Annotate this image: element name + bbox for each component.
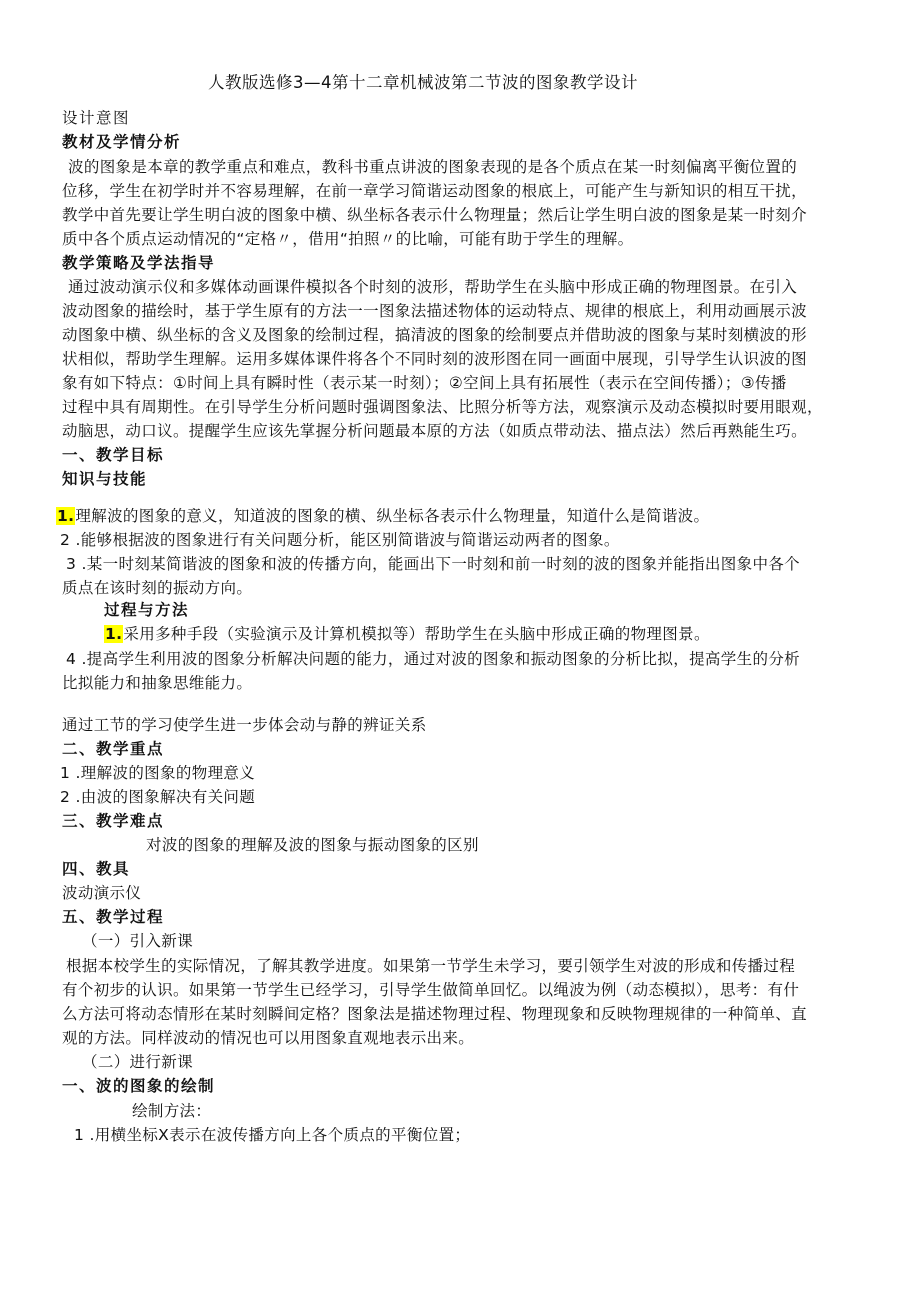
process-method-heading: 过程与方法	[104, 601, 190, 619]
goal-item-2: 2 .能够根据波的图象进行有关问题分析，能区别简谐波与简谐运动两者的图象。	[60, 531, 620, 549]
process-item-1	[104, 623, 710, 645]
strategy-line: 动脑思，动口议。提醒学生应该先掌握分析问题最本原的方法（如质点带动法、描点法）然后再熟能生巧。	[62, 422, 807, 440]
intro-line: 观的方法。同样波动的情况也可以用图象直观地表示出来。	[62, 1029, 475, 1047]
goal-item-3: 3 .某一时刻某简谐波的图象和波的传播方向，能画出下一时刻和前一时刻的波的图象并能指出图象中各个	[66, 555, 801, 573]
analysis-line: 波的图象是本章的教学重点和难点，教科书重点讲波的图象表现的是各个质点在某一时刻偏离平衡位置的	[68, 158, 798, 176]
strategy-line: 象有如下特点：①时间上具有瞬时性（表示某一时刻）；②空间上具有拓展性（表示在空间传播）；③传播	[62, 374, 787, 392]
difficulty-heading: 三、教学难点	[62, 812, 165, 830]
intro-heading: （一）引入新课	[82, 932, 193, 950]
goals-heading: 一、教学目标	[62, 446, 165, 464]
strategy-line: 通过波动演示仪和多媒体动画课件模拟各个时刻的波形，帮助学生在头脑中形成正确的物理图景。在引入	[68, 278, 798, 296]
highlight-number: 1.	[105, 625, 123, 643]
intro-line: 根据本校学生的实际情况，了解其教学进度。如果第一节学生未学习，要引领学生对波的形成和传播过程	[66, 957, 796, 975]
intro-line: 么方法可将动态情形在某时刻瞬间定格？图象法是描述物理过程、物理现象和反映物理规律的一种简单、直	[62, 1005, 807, 1023]
highlight-number: 1.	[57, 507, 75, 525]
key-point-item: 2 .由波的图象解决有关问题	[60, 788, 256, 806]
analysis-line: 教学中首先要让学生明白波的图象中横、纵坐标各表示什么物理量；然后让学生明白波的图象是某一时刻介	[62, 206, 807, 224]
value-line: 通过工节的学习使学生进一步体会动与静的辨证关系	[62, 716, 427, 734]
strategy-line: 动图象中横、纵坐标的含义及图象的绘制过程，搞清波的图象的绘制要点并借助波的图象与某时刻横波的形	[62, 326, 807, 344]
process-heading: 五、教学过程	[62, 908, 165, 926]
process-item-text: 采用多种手段（实验演示及计算机模拟等）帮助学生在头脑中形成正确的物理图景。	[123, 625, 710, 643]
strategy-line: 波动图象的描绘时，基于学生原有的方法一一图象法描述物体的运动特点、规律的根底上，利用动画展示波	[62, 302, 807, 320]
section1-heading: 一、波的图象的绘制	[62, 1077, 216, 1095]
strategy-heading: 教学策略及学法指导	[62, 254, 216, 272]
goal-item-3-cont: 质点在该时刻的振动方向。	[62, 579, 253, 597]
analysis-heading: 教材及学情分析	[62, 133, 182, 151]
new-lesson-heading: （二）进行新课	[82, 1053, 193, 1071]
goal-item-4-cont: 比拟能力和抽象思维能力。	[62, 674, 253, 692]
key-points-heading: 二、教学重点	[62, 740, 165, 758]
document-title: 人教版选修3—4第十二章机械波第二节波的图象教学设计	[208, 73, 638, 92]
strategy-line: 状相似，帮助学生理解。运用多媒体课件将各个不同时刻的波形图在同一画面中展现，引导学生认识波的图	[62, 350, 807, 368]
tools-text: 波动演示仪	[62, 884, 142, 902]
method-label: 绘制方法：	[132, 1102, 212, 1120]
knowledge-heading: 知识与技能	[62, 470, 148, 488]
goal-item-1	[56, 505, 709, 527]
goal-item-4: 4 .提高学生利用波的图象分析解决问题的能力，通过对波的图象和振动图象的分析比拟，提高学生的分析	[66, 650, 801, 668]
tools-heading: 四、教具	[62, 860, 131, 878]
analysis-line: 质中各个质点运动情况的“定格〃，借用“拍照〃的比喻，可能有助于学生的理解。	[62, 230, 634, 248]
intro-line: 有个初步的认识。如果第一节学生已经学习，引导学生做简单回忆。以绳波为例（动态模拟），思考：有什	[62, 981, 800, 999]
key-point-item: 1 .理解波的图象的物理意义	[60, 764, 256, 782]
difficulty-text: 对波的图象的理解及波的图象与振动图象的区别	[146, 836, 479, 854]
design-intent-heading: 设计意图	[62, 109, 131, 127]
analysis-line: 位移，学生在初学时并不容易理解，在前一章学习简谐运动图象的根底上，可能产生与新知识的相互干扰，	[62, 182, 807, 200]
strategy-line: 过程中具有周期性。在引导学生分析问题时强调图象法、比照分析等方法，观察演示及动态模拟时要用眼观，	[62, 398, 823, 416]
goal-item-text: 理解波的图象的意义，知道波的图象的横、纵坐标各表示什么物理量，知道什么是简谐波。	[75, 507, 710, 525]
method-step-1: 1 .用横坐标X表示在波传播方向上各个质点的平衡位置；	[74, 1126, 471, 1144]
